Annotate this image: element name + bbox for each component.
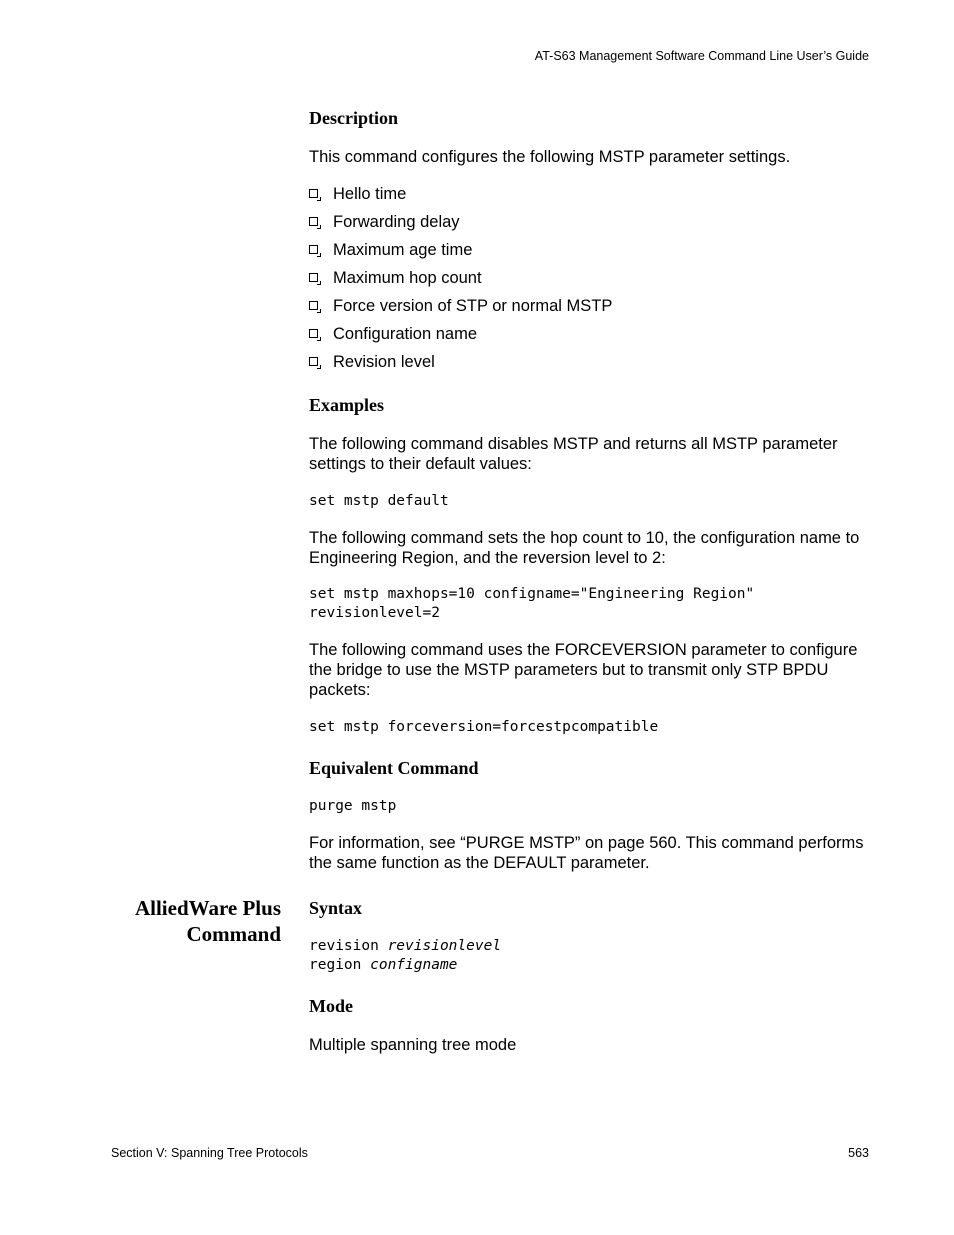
- bullet-item: Forwarding delay: [309, 213, 460, 232]
- bullet-item: Hello time: [309, 185, 406, 204]
- equivalent-command-text: For information, see “PURGE MSTP” on page 560. This command performs the same function as the DEFAULT parameter.: [309, 834, 864, 872]
- example-3-text: The following command uses the FORCEVERSION parameter to configure the bridge to use the MSTP parameters but to transmit only STP BPDU packets:: [309, 641, 858, 699]
- bullet-item: Revision level: [309, 353, 435, 372]
- syntax-heading: Syntax: [309, 898, 363, 918]
- checkbox-bullet-icon: [309, 357, 318, 366]
- example-1-text: The following command disables MSTP and returns all MSTP parameter settings to their default values:: [309, 435, 838, 473]
- bullet-item: Configuration name: [309, 325, 477, 344]
- syntax-code: revision revisionlevel region configname: [309, 938, 502, 973]
- checkbox-bullet-icon: [309, 329, 318, 338]
- example-2-code: set mstp maxhops=10 configname="Engineering Region" revisionlevel=2: [309, 586, 755, 621]
- running-header: AT-S63 Management Software Command Line User’s Guide: [534, 49, 869, 63]
- examples-heading: Examples: [309, 395, 385, 415]
- description-heading: Description: [309, 108, 398, 128]
- description-intro: This command configures the following MSTP parameter settings.: [309, 148, 791, 166]
- footer-section: Section V: Spanning Tree Protocols: [111, 1146, 308, 1160]
- alliedware-plus-section-heading: AlliedWare Plus Command: [134, 896, 281, 946]
- bullet-item: Force version of STP or normal MSTP: [309, 297, 612, 316]
- equivalent-command-code: purge mstp: [309, 798, 397, 814]
- example-2-text: The following command sets the hop count to 10, the configuration name to Engineering Region, and the reversion level to 2:: [309, 529, 860, 567]
- checkbox-bullet-icon: [309, 273, 318, 282]
- checkbox-bullet-icon: [309, 245, 318, 254]
- equivalent-command-heading: Equivalent Command: [309, 758, 479, 778]
- bullet-item: Maximum age time: [309, 241, 472, 260]
- example-1-code: set mstp default: [309, 493, 449, 509]
- page-number: 563: [848, 1146, 869, 1160]
- checkbox-bullet-icon: [309, 301, 318, 310]
- bullet-item: Maximum hop count: [309, 269, 482, 288]
- checkbox-bullet-icon: [309, 217, 318, 226]
- mode-text: Multiple spanning tree mode: [309, 1036, 517, 1054]
- mode-heading: Mode: [309, 996, 353, 1016]
- example-3-code: set mstp forceversion=forcestpcompatible: [309, 719, 659, 735]
- checkbox-bullet-icon: [309, 189, 318, 198]
